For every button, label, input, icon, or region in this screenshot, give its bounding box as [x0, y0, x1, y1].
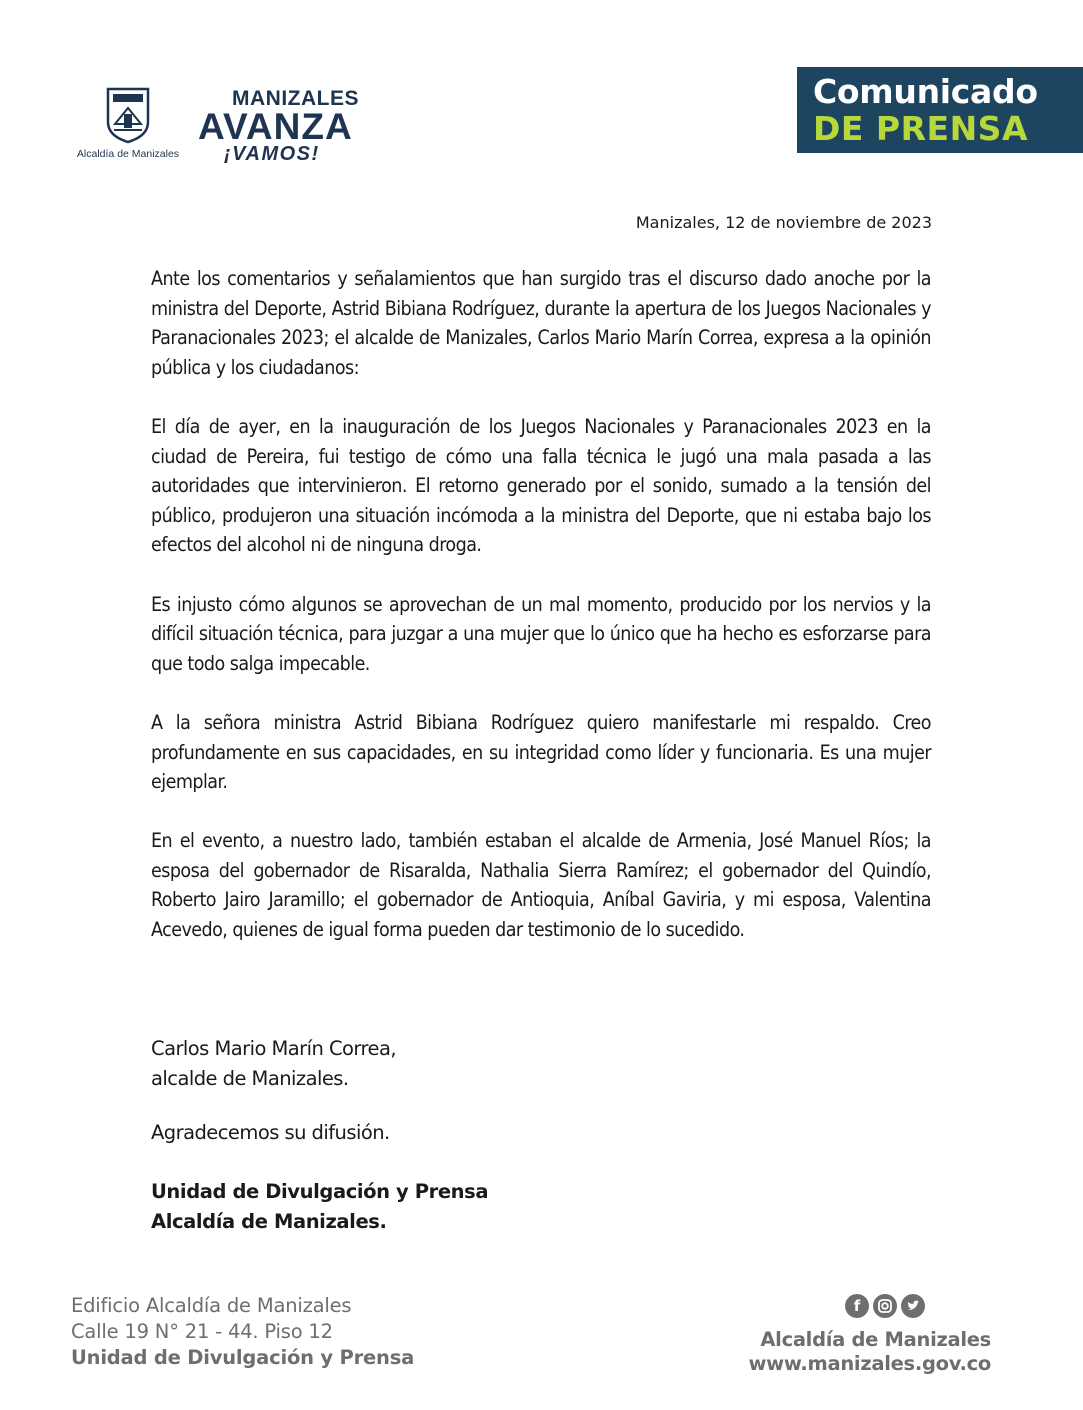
badge-line1: Comunicado: [813, 72, 1038, 111]
campaign-logo: [198, 88, 359, 164]
social-links: [748, 1294, 925, 1318]
alcaldia-logo: [66, 86, 190, 160]
badge-line2: DE PRENSA: [813, 109, 1028, 148]
shield-caption: Alcaldía de Manizales: [76, 148, 180, 160]
header-logos: [66, 86, 406, 166]
thanks-line: Agradecemos su difusión.: [151, 1121, 390, 1144]
instagram-icon[interactable]: [873, 1294, 897, 1318]
signature-role: alcalde de Manizales.: [151, 1066, 349, 1090]
paragraph: Ante los comentarios y señalamientos que han surgido tras el discurso dado anoche por la ministra del Deporte, Astrid Bibiana Rodríguez, durante la apertura de los Juegos Nacionales y Paranacionales 2023; el alcalde de Manizales, Carlos Mario Marín Correa, expresa a la opinión pública y los ciudadanos:: [151, 267, 931, 379]
twitter-icon[interactable]: [901, 1294, 925, 1318]
unit-line2: Alcaldía de Manizales.: [151, 1209, 387, 1233]
campaign-line1: MANIZALES: [232, 87, 359, 110]
document-date: Manizales, 12 de noviembre de 2023: [635, 213, 932, 232]
signature-name: Carlos Mario Marín Correa,: [151, 1037, 397, 1060]
paragraph: Es injusto cómo algunos se aprovechan de un mal momento, producido por los nervios y la difícil situación técnica, para juzgar a una mujer que lo único que ha hecho es esforzarse para que todo salga impecable.: [151, 592, 931, 675]
document-body: [151, 264, 931, 974]
unit-line1: Unidad de Divulgación y Prensa: [151, 1180, 489, 1203]
shield-icon: [105, 86, 151, 144]
issuing-unit: [151, 1177, 488, 1236]
paragraph: El día de ayer, en la inauguración de los Juegos Nacionales y Paranacionales 2023 en la ciudad de Pereira, fui testigo de cómo una falla técnica le jugó una mala pasada a las autoridades que intervinieron. El retorno generado por el sonido, sumado a la tensión del público, produjeron una situación incómoda a la ministra del Deporte, que ni estaba bajo los efectos del alcohol ni de ninguna droga.: [151, 414, 931, 557]
footer-website[interactable]: www.manizales.gov.co: [748, 1352, 991, 1375]
paragraph: A la señora ministra Astrid Bibiana Rodríguez quiero manifestarle mi respaldo. Creo profundamente en sus capacidades, en su integridad como líder y funcionaria. Es una mujer ejemplar.: [151, 710, 931, 794]
footer-address-line3: Unidad de Divulgación y Prensa: [71, 1346, 415, 1369]
press-release-badge: [797, 67, 1083, 153]
facebook-icon[interactable]: f: [845, 1294, 869, 1318]
footer-address-line2: Calle 19 N° 21 - 44. Piso 12: [71, 1320, 333, 1343]
signature-block: [151, 1034, 751, 1093]
footer-org: Alcaldía de Manizales: [760, 1328, 991, 1351]
footer-address: [71, 1293, 414, 1371]
paragraph: En el evento, a nuestro lado, también estaban el alcalde de Armenia, José Manuel Ríos; la esposa del gobernador de Risaralda, Nathalia Sierra Ramírez; el gobernador del Quindío, Roberto Jairo Jaramillo; el gobernador de Antioquia, Aníbal Gaviria, y mi esposa, Valentina Acevedo, quienes de igual forma pueden dar testimonio de lo sucedido.: [151, 829, 931, 942]
campaign-line2: AVANZA: [198, 106, 353, 147]
footer-contact: [748, 1294, 991, 1376]
campaign-line3: ¡VAMOS!: [224, 143, 320, 165]
footer-address-line1: Edificio Alcaldía de Manizales: [71, 1294, 352, 1317]
